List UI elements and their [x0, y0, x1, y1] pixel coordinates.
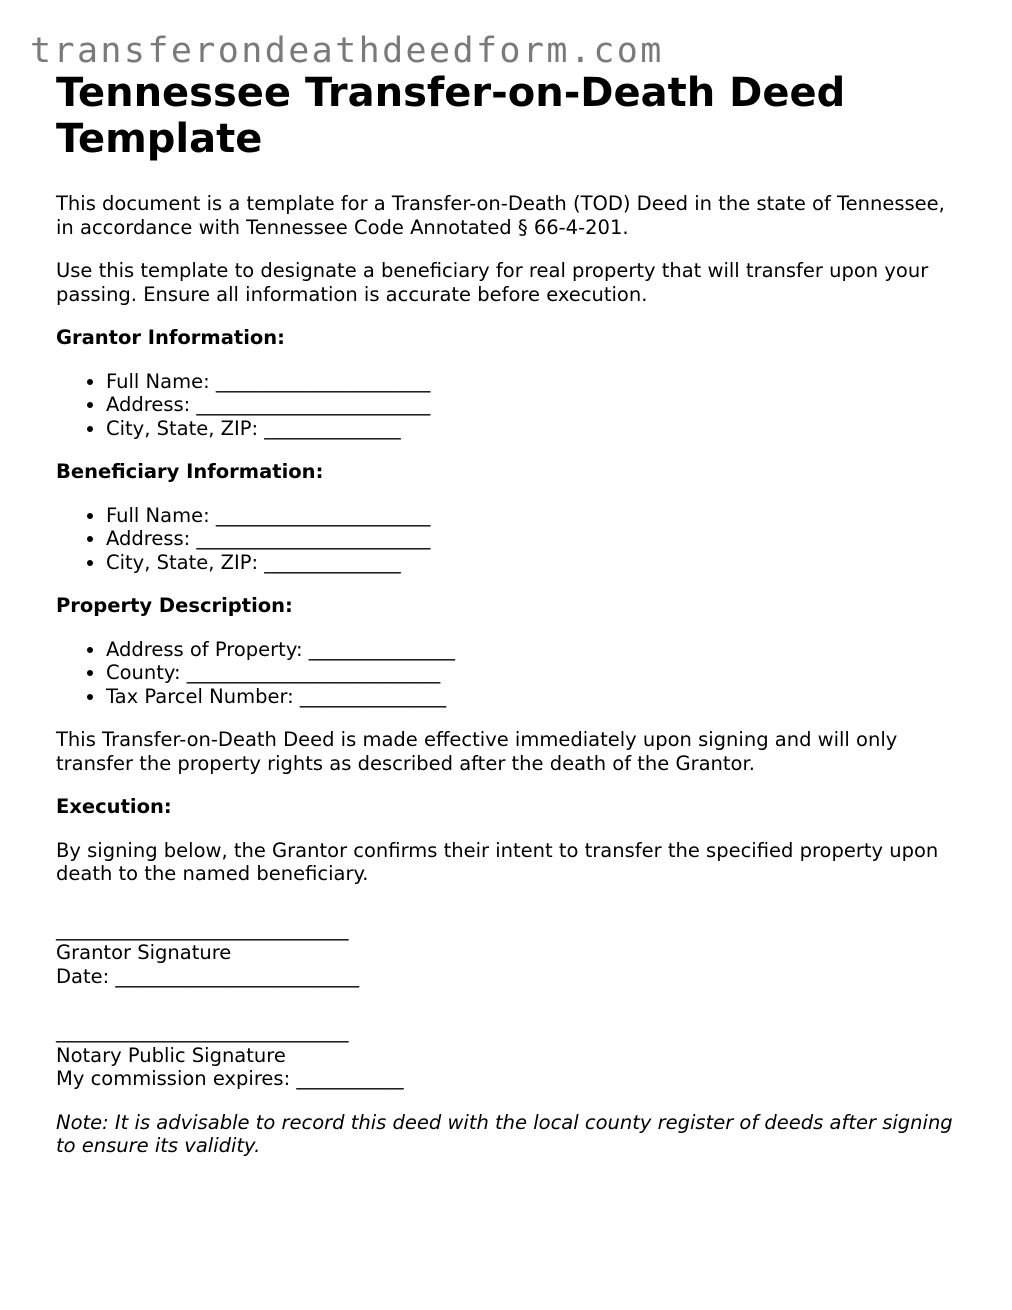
effective-paragraph: This Transfer-on-Death Deed is made effective immediately upon signing and will only transfer the property rights as described after the death of the Grantor. [56, 728, 898, 775]
property-county-field: • County: __________________________ [106, 661, 966, 685]
grantor-list [56, 370, 966, 441]
execution-paragraph: By signing below, the Grantor confirms their intent to transfer the specified property upon death to the named beneficiary. [56, 838, 939, 885]
instructions-paragraph: Use this template to designate a beneficiary for real property that will transfer upon your passing. Ensure all information is accurate before execution. [56, 259, 929, 306]
notary-signature-line: ______________________________ [56, 1020, 349, 1043]
property-heading: Property Description: [56, 594, 293, 617]
beneficiary-list [56, 504, 966, 575]
grantor-city-field: • City, State, ZIP: ______________ [106, 417, 966, 441]
document-body [56, 70, 966, 1178]
property-list [56, 638, 966, 709]
intro-paragraph: This document is a template for a Transfer-on-Death (TOD) Deed in the state of Tennessee, in accordance with Tennessee Code Annotated § 66-4-201. [56, 192, 945, 239]
document-title: Tennessee Transfer-on-Death Deed Template [56, 70, 846, 162]
recording-note: Note: It is advisable to record this deed with the local county register of deeds after signing to ensure its validity. [56, 1110, 953, 1157]
beneficiary-address-field: • Address: ________________________ [106, 527, 966, 551]
watermark: transferondeathdeedform.com [30, 31, 664, 71]
grantor-date-field: Date: _________________________ [56, 964, 360, 988]
notary-signature-block [56, 1020, 966, 1091]
property-address-field: • Address of Property: _______________ [106, 638, 966, 662]
beneficiary-city-field: • City, State, ZIP: ______________ [106, 551, 966, 575]
property-parcel-field: • Tax Parcel Number: _______________ [106, 685, 966, 709]
grantor-heading: Grantor Information: [56, 326, 285, 349]
grantor-signature-label: Grantor Signature [56, 941, 232, 964]
execution-heading: Execution: [56, 795, 172, 818]
notary-expires-field: My commission expires: ___________ [56, 1067, 404, 1090]
beneficiary-name-field: • Full Name: ______________________ [106, 504, 966, 528]
grantor-name-field: • Full Name: ______________________ [106, 370, 966, 394]
notary-signature-label: Notary Public Signature [56, 1043, 286, 1067]
grantor-signature-block [56, 918, 966, 989]
beneficiary-heading: Beneficiary Information: [56, 460, 324, 483]
grantor-address-field: • Address: ________________________ [106, 393, 966, 417]
grantor-signature-line: ______________________________ [56, 917, 349, 941]
